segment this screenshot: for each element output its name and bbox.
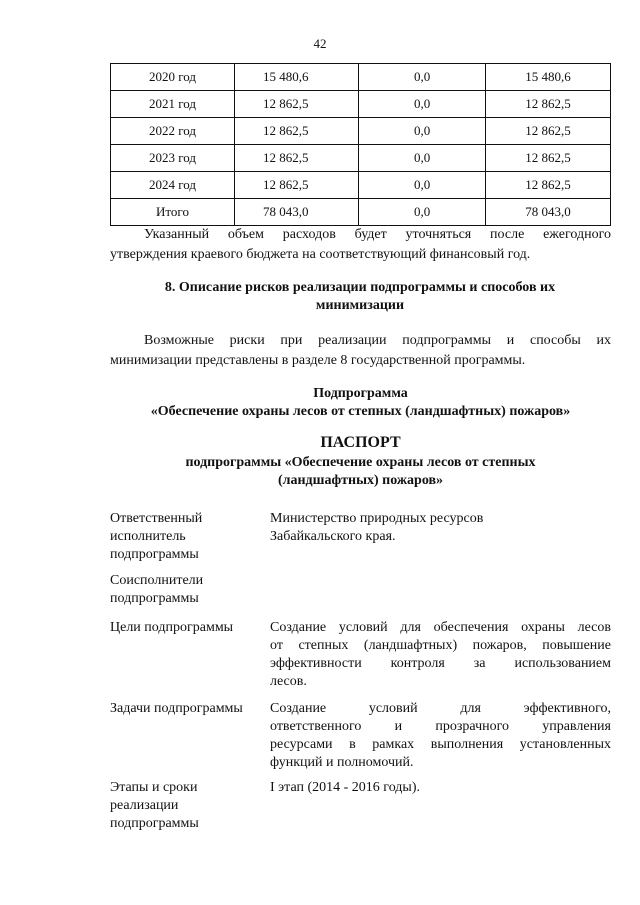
- table-cell-total: 12 862,5: [234, 172, 358, 199]
- section-8-title-line-1: 8. Описание рисков реализации подпрограммы и способов их: [164, 280, 556, 295]
- table-cell-col3: 78 043,0: [486, 199, 611, 226]
- table-cell-col3: 12 862,5: [486, 91, 611, 118]
- responsible-label: Ответственный исполнитель подпрограммы: [110, 511, 203, 562]
- table-cell-year: 2024 год: [111, 172, 235, 199]
- passport-title: ПАСПОРТ: [320, 434, 401, 451]
- stages-value: I этап (2014 - 2016 годы).: [270, 780, 420, 795]
- section-8-title-line-2: минимизации: [315, 298, 405, 313]
- finance-table: [110, 63, 611, 226]
- table-cell-total: 12 862,5: [234, 145, 358, 172]
- goals-label: Цели подпрограммы: [110, 620, 234, 635]
- tasks-value: Создание условий для эффективного, ответственного и прозрачного управления ресурсами в рамках выполнения установленных функций и полномочий.: [270, 701, 611, 770]
- passport-subtitle-line-2: (ландшафтных) пожаров»: [277, 473, 444, 488]
- table-cell-total: 12 862,5: [234, 118, 358, 145]
- table-cell-total: 78 043,0: [234, 199, 358, 226]
- passport-subtitle-line-1: подпрограммы «Обеспечение охраны лесов от степных: [185, 455, 536, 470]
- responsible-value: Министерство природных ресурсов Забайкальского края.: [270, 511, 484, 544]
- table-cell-total: 12 862,5: [234, 91, 358, 118]
- table-cell-col3: 12 862,5: [486, 145, 611, 172]
- goals-value: Создание условий для обеспечения охраны лесов от степных (ландшафтных) пожаров, повышение эффективности контроля за использованием лесов.: [270, 620, 611, 689]
- tasks-label: Задачи подпрограммы: [110, 701, 243, 716]
- table-row: [111, 199, 611, 226]
- table-cell-col3: 12 862,5: [486, 172, 611, 199]
- table-row: [111, 172, 611, 199]
- table-cell-col2: 0,0: [359, 91, 486, 118]
- table-cell-col2: 0,0: [359, 64, 486, 91]
- passport-heading: [110, 434, 611, 490]
- table-cell-year: 2021 год: [111, 91, 235, 118]
- risks-line-2: минимизации представлены в разделе 8 государственной программы.: [110, 353, 526, 368]
- note-line-1: Указанный объем расходов будет уточняться после ежегодного: [144, 227, 611, 242]
- section-8-title: [90, 279, 630, 315]
- page-number: 42: [313, 36, 327, 51]
- risks-paragraph: [110, 331, 611, 371]
- table-row: [111, 91, 611, 118]
- risks-line-1: Возможные риски при реализации подпрограммы и способы их: [144, 333, 611, 348]
- table-row: [111, 118, 611, 145]
- subprogram-name: «Обеспечение охраны лесов от степных (ландшафтных) пожаров»: [150, 404, 571, 419]
- table-cell-col3: 12 862,5: [486, 118, 611, 145]
- subprogram-label: Подпрограмма: [313, 386, 408, 401]
- table-cell-col2: 0,0: [359, 118, 486, 145]
- table-cell-col2: 0,0: [359, 145, 486, 172]
- table-cell-col2: 0,0: [359, 199, 486, 226]
- table-cell-year: Итого: [111, 199, 235, 226]
- budget-note: [110, 225, 611, 265]
- table-cell-year: 2023 год: [111, 145, 235, 172]
- table-cell-col2: 0,0: [359, 172, 486, 199]
- table-cell-year: 2022 год: [111, 118, 235, 145]
- stages-label: Этапы и сроки реализации подпрограммы: [110, 780, 199, 831]
- subprogram-heading: [110, 385, 611, 421]
- table-row: [111, 64, 611, 91]
- note-line-2: утверждения краевого бюджета на соответствующий финансовый год.: [110, 247, 531, 262]
- table-cell-col3: 15 480,6: [486, 64, 611, 91]
- co-executors-label: Соисполнители подпрограммы: [110, 573, 204, 606]
- table-row: [111, 145, 611, 172]
- table-cell-year: 2020 год: [111, 64, 235, 91]
- table-cell-total: 15 480,6: [234, 64, 358, 91]
